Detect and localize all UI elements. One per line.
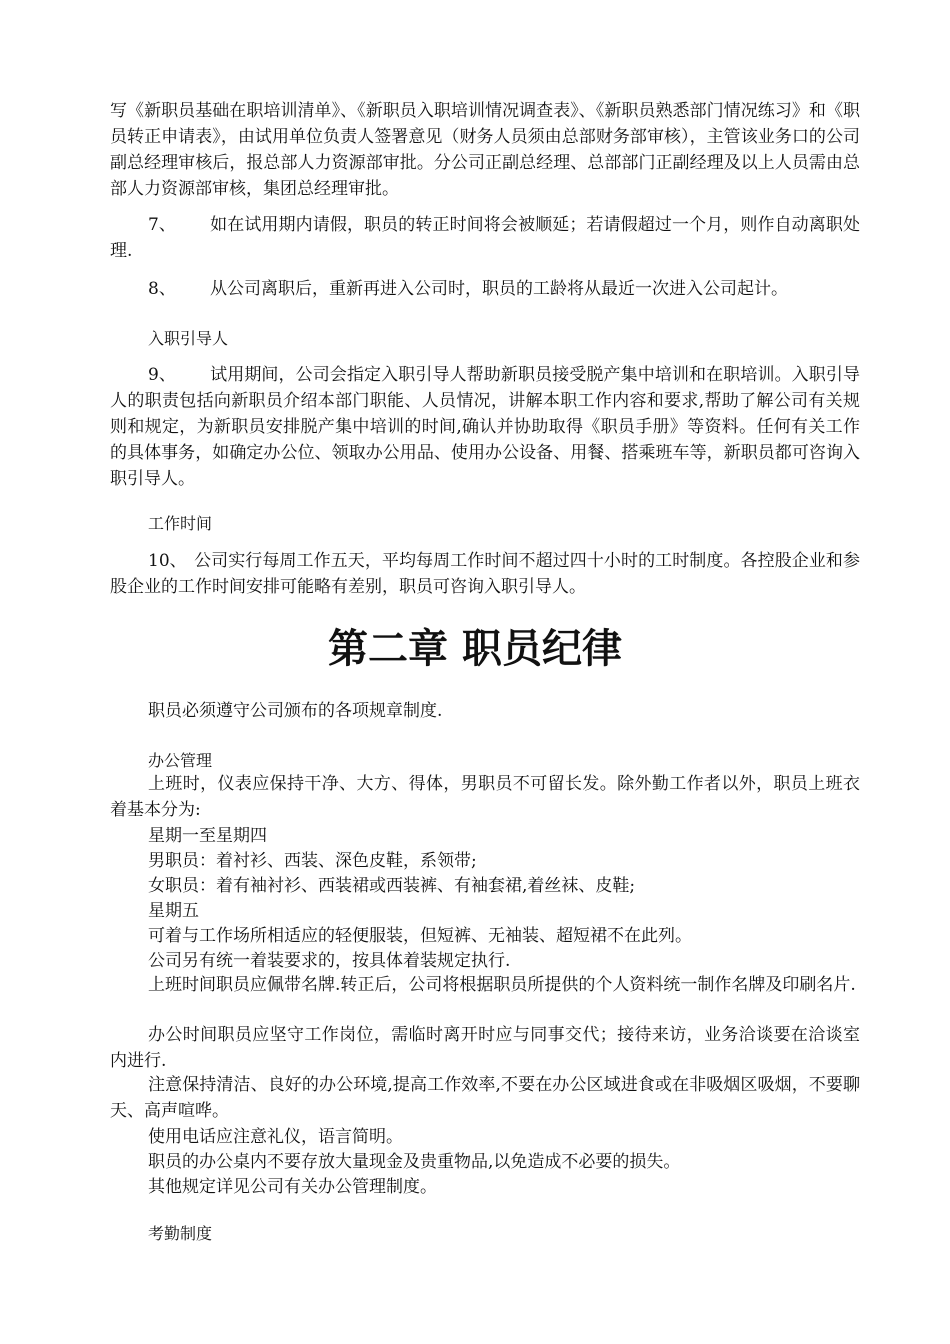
office-rule-friday: 星期五 bbox=[148, 901, 199, 921]
section-heading-guide: 入职引导人 bbox=[148, 329, 229, 348]
item-text: 试用期间，公司会指定入职引导人帮助新职员接受脱产集中培训和在职培训。入职引导人的职责包括向新职员介绍本部门职能、人员情况，讲解本职工作内容和要求,帮助了解公司有关规则和规定，为新职员安排脱产集中培训的时间,确认并协助取得《职员手册》等资料。任何有关工作的具体事务，如确定办公位、领取办公用品、使用办公设备、用餐、搭乘班车等，新职员都可咨询入职引导人。 bbox=[110, 365, 860, 489]
office-rule-post: 办公时间职员应坚守工作岗位，需临时离开时应与同事交代；接待来访，业务洽谈要在洽谈室内进行. bbox=[110, 1025, 860, 1071]
paragraph-continuation: 写《新职员基础在职培训清单》、《新职员入职培训情况调查表》、《新职员熟悉部门情况练习》和《职员转正申请表》，由试用单位负责人签署意见（财务人员须由总部财务部审核），主管该业务口的公司副总经理审核后，报总部人力资源部审批。分公司正副总经理、总部部门正副经理及以上人员需由总部人力资源部审核，集团总经理审批。 bbox=[110, 101, 860, 199]
item-7 bbox=[110, 212, 860, 264]
office-rule-men: 男职员：着衬衫、西装、深色皮鞋，系领带; bbox=[148, 851, 477, 871]
item-10 bbox=[110, 548, 860, 600]
item-9 bbox=[110, 362, 860, 492]
office-rule-environment: 注意保持清洁、良好的办公环境,提高工作效率,不要在办公区域进食或在非吸烟区吸烟，不要聊天、高声喧哗。 bbox=[110, 1075, 860, 1121]
section-heading-attendance: 考勤制度 bbox=[148, 1224, 213, 1243]
office-rule-other: 其他规定详见公司有关办公管理制度。 bbox=[148, 1177, 437, 1197]
item-number: 9、 bbox=[148, 365, 176, 385]
item-number: 7、 bbox=[148, 215, 176, 235]
chapter-title: 第二章 职员纪律 bbox=[328, 626, 622, 672]
office-rule-uniform: 公司另有统一着装要求的，按具体着装规定执行. bbox=[148, 951, 511, 971]
item-8 bbox=[110, 276, 860, 302]
office-rule-casual: 可着与工作场所相适应的轻便服装，但短裤、无袖装、超短裙不在此列。 bbox=[148, 926, 692, 946]
item-number: 10、 bbox=[148, 551, 187, 571]
office-rule-weekdays: 星期一至星期四 bbox=[148, 826, 267, 846]
office-rule-women: 女职员：着有袖衬衫、西装裙或西装裤、有袖套裙,着丝袜、皮鞋; bbox=[148, 876, 636, 896]
office-rule-valuables: 职员的办公桌内不要存放大量现金及贵重物品,以免造成不必要的损失。 bbox=[148, 1152, 681, 1172]
section-heading-office: 办公管理 bbox=[148, 751, 213, 770]
item-text: 如在试用期内请假，职员的转正时间将会被顺延；若请假超过一个月，则作自动离职处理. bbox=[110, 215, 860, 261]
office-rule-attire: 上班时，仪表应保持干净、大方、得体，男职员不可留长发。除外勤工作者以外，职员上班衣着基本分为: bbox=[110, 774, 860, 820]
chapter-intro: 职员必须遵守公司颁布的各项规章制度. bbox=[148, 701, 443, 721]
item-text: 从公司离职后，重新再进入公司时，职员的工龄将从最近一次进入公司起计。 bbox=[210, 279, 788, 299]
item-text: 公司实行每周工作五天，平均每周工作时间不超过四十小时的工时制度。各控股企业和参股企业的工作时间安排可能略有差别，职员可咨询入职引导人。 bbox=[110, 551, 860, 597]
office-rule-phone: 使用电话应注意礼仪，语言简明。 bbox=[148, 1127, 403, 1147]
item-number: 8、 bbox=[148, 279, 176, 299]
section-heading-worktime: 工作时间 bbox=[148, 514, 213, 533]
office-rule-nametag: 上班时间职员应佩带名牌.转正后，公司将根据职员所提供的个人资料统一制作名牌及印刷名片. bbox=[148, 975, 856, 995]
